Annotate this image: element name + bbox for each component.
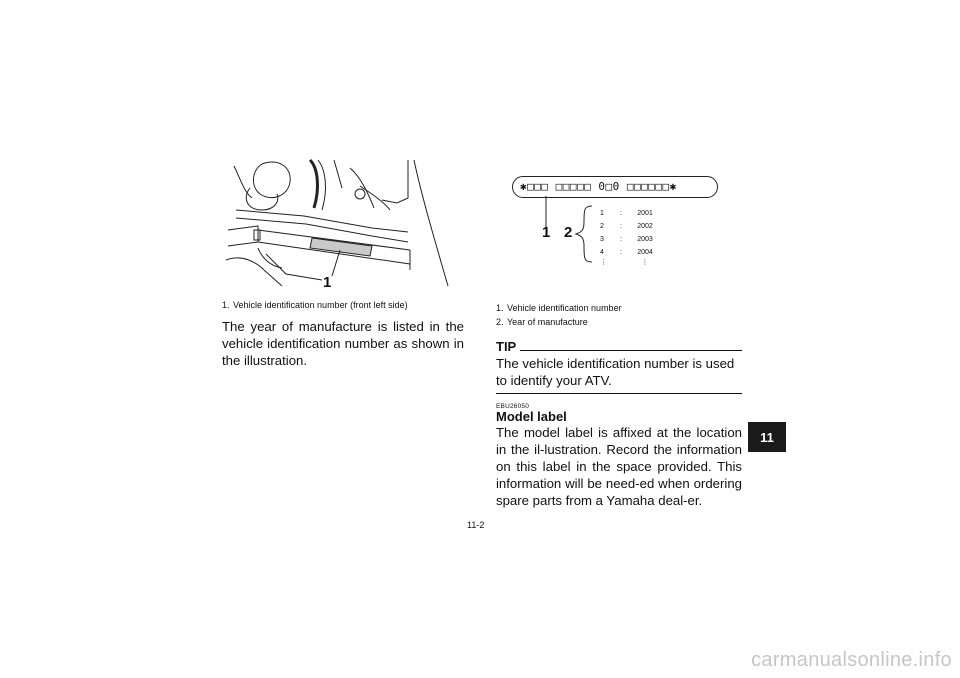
- caption-number: 1.: [496, 303, 504, 313]
- atv-frame-drawing: [222, 158, 450, 288]
- year-value: ⋮: [641, 259, 649, 266]
- vin-location-illustration: [222, 158, 450, 288]
- tip-title: TIP: [496, 339, 517, 354]
- vin-callout-1: 1: [542, 224, 551, 241]
- manufacture-year-paragraph: The year of manufacture is listed in the vehicle identification number as shown in the illustration.: [222, 319, 464, 368]
- year-code-table: [600, 207, 660, 267]
- callout-leader-line: [332, 250, 340, 276]
- year-code: 1: [600, 210, 604, 217]
- vin-characters: ✱□□□ □□□□□ 0□0 □□□□□□✱: [520, 180, 677, 193]
- year-code: 4: [600, 249, 604, 256]
- figure-callout-1: 1: [323, 274, 332, 291]
- caption-text: Vehicle identification number: [507, 303, 622, 313]
- caption-item: [496, 316, 742, 328]
- year-row: [600, 246, 660, 259]
- caption-number: 1.: [222, 300, 230, 310]
- year-separator: :: [620, 223, 622, 230]
- caption-text: Vehicle identification number (front left side): [233, 300, 408, 310]
- chapter-tab: 11: [748, 422, 786, 452]
- year-row: [600, 207, 660, 220]
- year-row: [600, 233, 660, 246]
- caption-text: Year of manufacture: [507, 317, 588, 327]
- year-separator: :: [620, 249, 622, 256]
- tip-text: The vehicle identification number is used to identify your ATV.: [496, 356, 735, 388]
- year-code: 3: [600, 236, 604, 243]
- tip-header: [496, 339, 742, 354]
- tip-bottom-rule: [496, 393, 742, 394]
- vin-callout-2: 2: [564, 224, 573, 241]
- right-figure-caption: [496, 302, 742, 328]
- year-separator: :: [620, 210, 622, 217]
- year-separator: [612, 259, 630, 267]
- tip-top-rule: [520, 350, 742, 351]
- left-figure-caption: [222, 299, 462, 311]
- year-value: 2001: [637, 210, 653, 217]
- tip-box: [496, 339, 742, 394]
- model-label-paragraph: The model label is affixed at the location in the il-lustration. Record the information on this label in the space provided. This information will be need-ed when ordering spare parts from a Yamaha deal-er.: [496, 425, 742, 508]
- year-code: 2: [600, 223, 604, 230]
- site-watermark: carmanualsonline.info: [751, 649, 952, 671]
- page-number: 11-2: [467, 520, 485, 530]
- caption-item: [496, 302, 742, 314]
- year-separator: :: [620, 236, 622, 243]
- year-value: 2004: [637, 249, 653, 256]
- year-row: [600, 220, 660, 233]
- section-code: EBU26050: [496, 403, 530, 410]
- year-row: [600, 259, 660, 267]
- caption-item: [222, 299, 462, 311]
- year-code: ⋮: [600, 259, 607, 266]
- caption-number: 2.: [496, 317, 504, 327]
- year-value: 2003: [637, 236, 653, 243]
- year-value: 2002: [637, 223, 653, 230]
- model-label-heading: Model label: [496, 409, 567, 424]
